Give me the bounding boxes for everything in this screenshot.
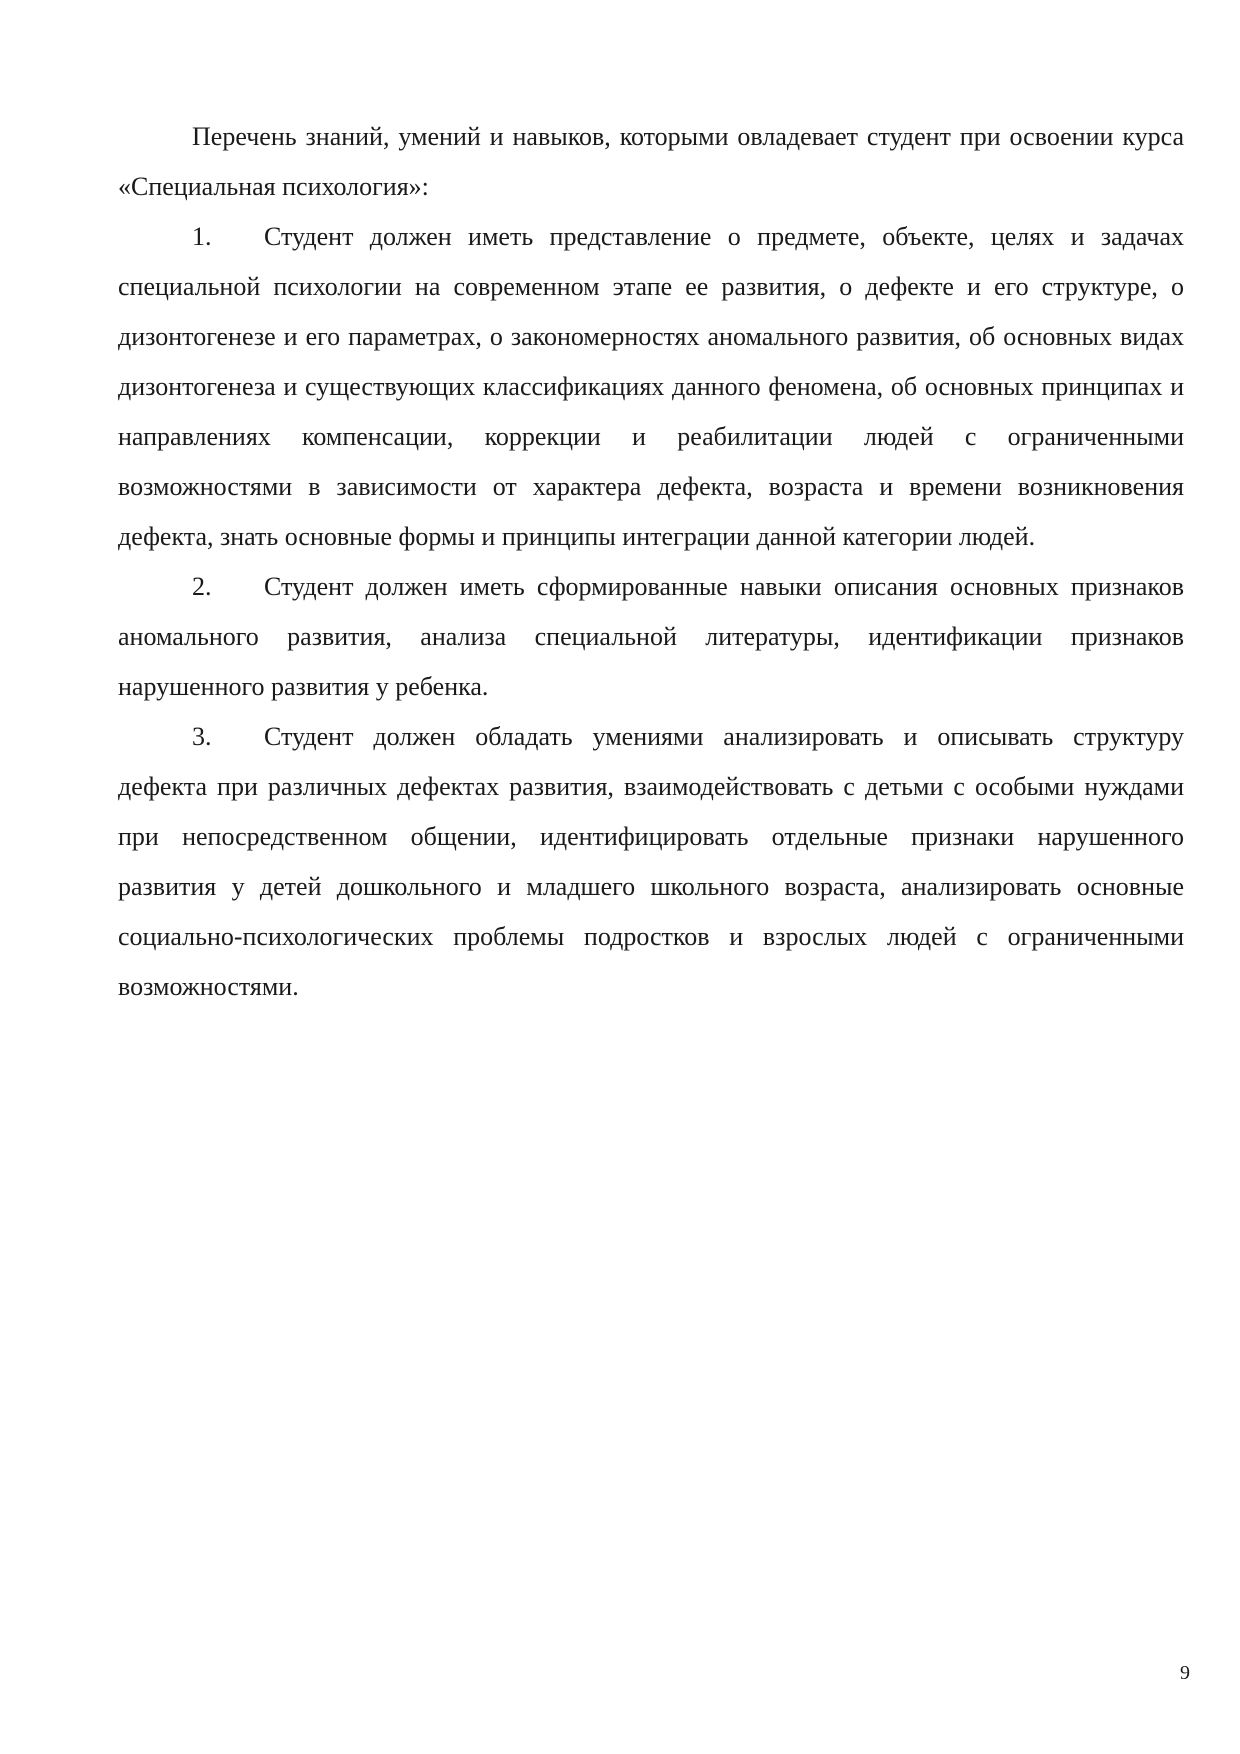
list-item: [118, 712, 1184, 1012]
list-item-number: 3.: [192, 722, 212, 751]
list-item: [118, 562, 1184, 712]
list-item-number: 1.: [192, 222, 212, 251]
list-item: [118, 212, 1184, 562]
document-body: [118, 112, 1184, 1012]
list-item-text: Студент должен иметь сформированные навыки описания основных признаков аномального развития, анализа специальной литературы, идентификации признаков нарушенного развития у ребенка.: [118, 572, 1184, 701]
list-item-number: 2.: [192, 572, 212, 601]
list-item-text: Студент должен обладать умениями анализировать и описывать структуру дефекта при различных дефектах развития, взаимодействовать с детьми с особыми нуждами при непосредственном общении, идентифицировать отдельные признаки нарушенного развития у детей дошкольного и младшего школьного возраста, анализировать основные социально-психологических проблемы подростков и взрослых людей с ограниченными возможностями.: [118, 722, 1184, 1001]
list-item-text: Студент должен иметь представление о предмете, объекте, целях и задачах специальной психологии на современном этапе ее развития, о дефекте и его структуре, о дизонтогенезе и его параметрах, о закономерностях аномального развития, об основных видах дизонтогенеза и существующих классификациях данного феномена, об основных принципах и направлениях компенсации, коррекции и реабилитации людей с ограниченными возможностями в зависимости от характера дефекта, возраста и времени возникновения дефекта, знать основные формы и принципы интеграции данной категории людей.: [118, 222, 1184, 551]
page-number: 9: [1180, 1662, 1190, 1684]
intro-paragraph: Перечень знаний, умений и навыков, которыми овладевает студент при освоении курса «Специальная психология»:: [118, 122, 1184, 201]
